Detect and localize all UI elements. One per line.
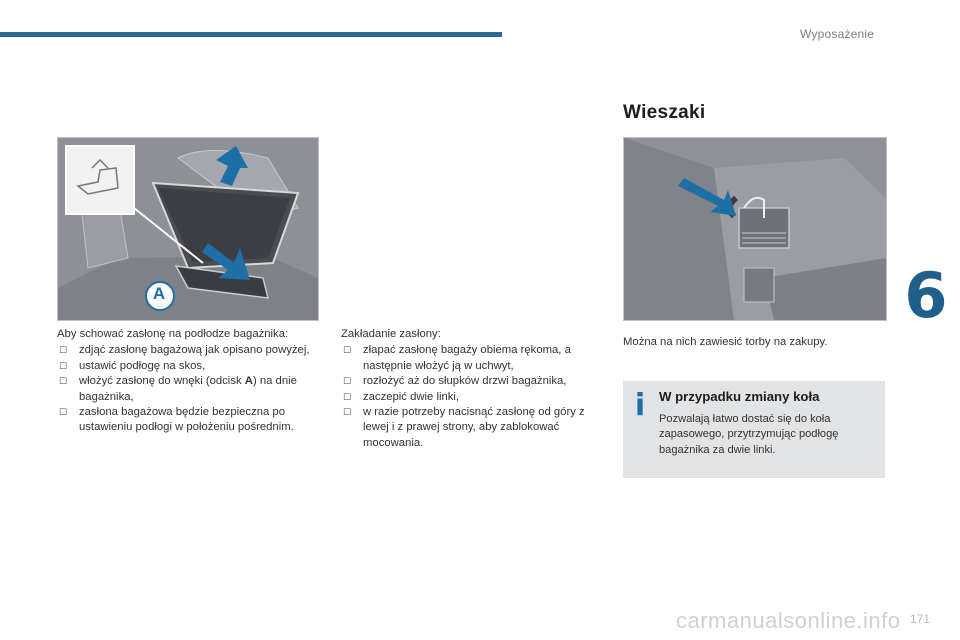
square-bullet-icon: ☐ xyxy=(343,377,352,388)
illustration-label-a: A xyxy=(152,284,166,303)
luggage-cover-illustration xyxy=(57,137,319,321)
stow-cover-instructions xyxy=(57,327,322,436)
list-item: ☐ złapać zasłonę bagaży obiema rękoma, a następnie włożyć ją w uchwyt, xyxy=(343,344,571,372)
page-number: 171 xyxy=(910,612,931,626)
list-item: ☐ zaczepić dwie linki, xyxy=(341,390,606,405)
chapter-number: 6 xyxy=(892,250,960,342)
square-bullet-icon: ☐ xyxy=(343,346,352,357)
boot-hooks-illustration xyxy=(623,137,887,321)
section-heading: Wieszaki xyxy=(623,102,706,123)
list-item: ☐ ustawić podłogę na skos, xyxy=(57,359,322,374)
watermark: carmanualsonline.info xyxy=(676,608,901,633)
section-name: Wyposażenie xyxy=(800,27,875,41)
info-box-text: Pozwalają łatwo dostać się do koła zapasowego, przytrzymując podłogę bagażnika za dwie linki. xyxy=(659,413,839,456)
list-item: ☐ zdjąć zasłonę bagażową jak opisano powyżej, xyxy=(57,343,322,358)
list-item: ☐ włożyć zasłonę do wnęki (odcisk A) na dnie bagażnika, xyxy=(59,375,297,403)
square-bullet-icon: ☐ xyxy=(59,361,68,372)
marking-a: A xyxy=(244,375,253,388)
fit-cover-instructions xyxy=(341,327,606,451)
square-bullet-icon: ☐ xyxy=(59,377,68,388)
info-box-title: W przypadku zmiany koła xyxy=(659,389,820,404)
stow-steps-list xyxy=(57,343,322,435)
list-item: ☐ rozłożyć aż do słupków drzwi bagażnika, xyxy=(341,374,606,389)
square-bullet-icon: ☐ xyxy=(59,408,68,419)
square-bullet-icon: ☐ xyxy=(59,346,68,357)
square-bullet-icon: ☐ xyxy=(343,392,352,403)
info-box xyxy=(623,381,885,478)
stow-intro: Aby schować zasłonę na podłodze bagażnika: xyxy=(57,328,289,340)
info-i-icon: i xyxy=(634,388,646,423)
square-bullet-icon: ☐ xyxy=(343,408,352,419)
header-accent-bar xyxy=(0,32,502,37)
list-item: ☐ zasłona bagażowa będzie bezpieczna po ustawieniu podłogi w położeniu pośrednim. xyxy=(59,406,294,434)
fit-intro: Zakładanie zasłony: xyxy=(341,328,441,340)
list-item: ☐ w razie potrzeby nacisnąć zasłonę od góry z lewej i z prawej strony, aby zablokować mocowania. xyxy=(343,406,585,449)
hooks-description: Można na nich zawiesić torby na zakupy. xyxy=(623,336,828,348)
fit-steps-list xyxy=(341,343,606,451)
